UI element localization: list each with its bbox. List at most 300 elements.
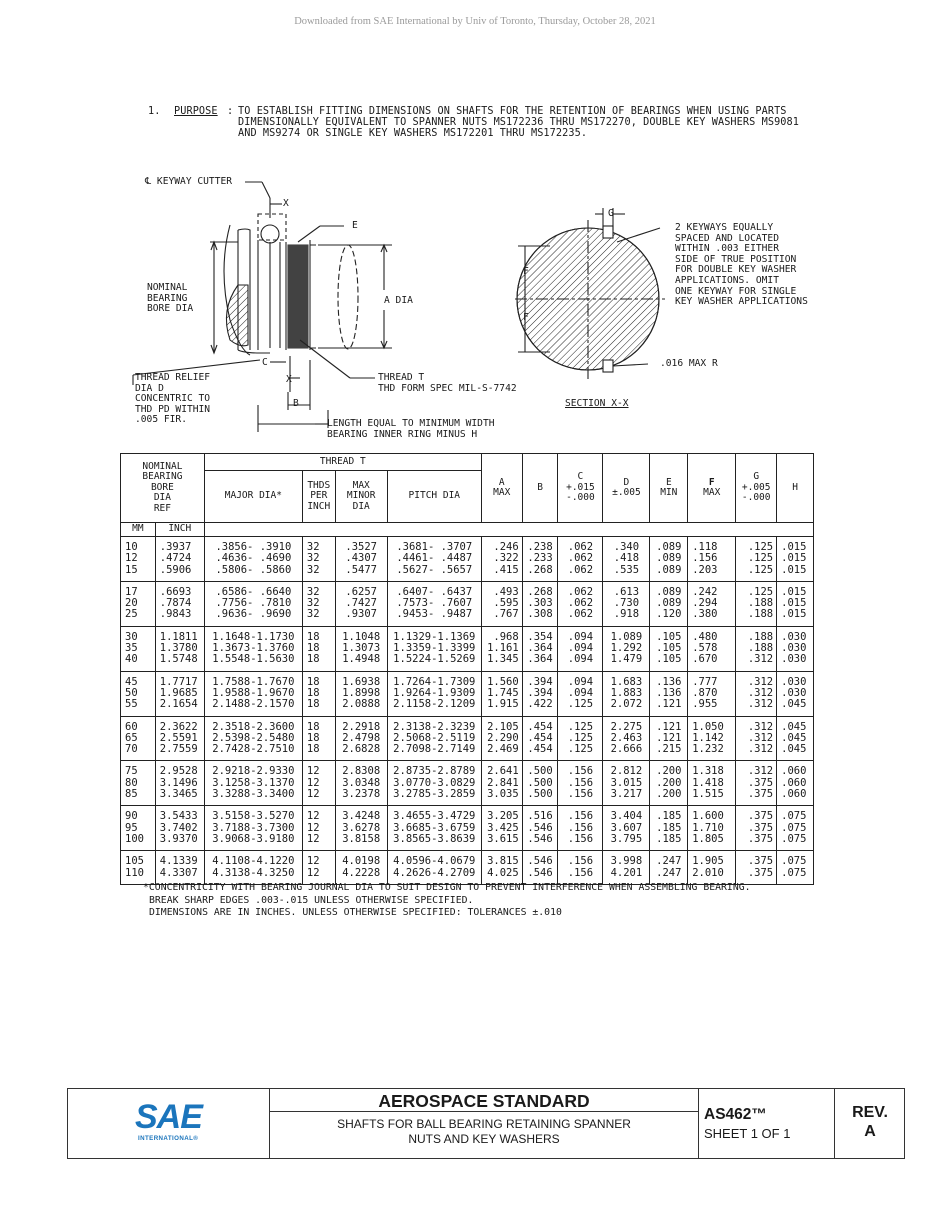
table-cell-f: [688, 716, 736, 761]
table-cell-pitch: [387, 761, 481, 806]
table-cell-pitch: [387, 716, 481, 761]
cell-value: 12: [306, 765, 320, 778]
cell-value: .493: [493, 585, 519, 598]
table-cell-inch: [155, 761, 204, 806]
cell-value: .312: [747, 720, 774, 733]
cell-value: 18: [306, 642, 320, 655]
cell-value: 2.7428-2.7510: [212, 743, 295, 756]
x-bottom-label: X: [286, 374, 292, 385]
cell-value: 2.5591: [159, 731, 198, 744]
table-cell-major: [204, 626, 302, 671]
thread-t-label: THREAD T THD FORM SPEC MIL-S-7742: [378, 372, 517, 394]
table-cell-mm: [121, 851, 156, 885]
cell-value: 32: [306, 563, 320, 576]
table-cell-g: [736, 671, 777, 716]
cell-value: .322: [493, 552, 519, 565]
cell-value: 17: [125, 585, 138, 598]
cell-value: .247: [656, 855, 682, 868]
cell-value: .105: [656, 630, 682, 643]
table-cell-minor: [335, 537, 387, 582]
table-row: [121, 761, 814, 806]
table-cell-mm: [121, 761, 156, 806]
cell-value: 3.607: [610, 821, 643, 834]
cell-value: 3.8565-3.8639: [393, 832, 476, 845]
table-cell-a: [481, 716, 522, 761]
cell-value: 1.418: [692, 776, 724, 789]
cell-value: 2.463: [610, 731, 643, 744]
cell-value: .121: [656, 698, 682, 711]
cell-value: .312: [747, 731, 774, 744]
cell-value: 18: [306, 720, 320, 733]
table-cell-g: [736, 626, 777, 671]
table-cell-d: [603, 716, 650, 761]
cell-value: .094: [567, 686, 594, 699]
table-cell-e: [650, 716, 688, 761]
cell-value: .5477: [345, 563, 377, 576]
cell-value: .060: [781, 765, 807, 778]
table-cell-a: [481, 806, 522, 851]
header-mm: MM: [121, 523, 156, 537]
cell-value: 1.710: [692, 821, 724, 834]
cell-value: .015: [781, 608, 807, 621]
cell-value: 2.290: [487, 731, 519, 744]
table-cell-pitch: [387, 671, 481, 716]
cell-value: 2.1158-2.1209: [393, 698, 476, 711]
table-cell-thds: [302, 581, 335, 626]
cell-value: .089: [656, 541, 682, 553]
cell-value: .188: [747, 608, 774, 621]
cell-value: .3856- .3910: [215, 541, 292, 553]
cell-value: 25: [125, 608, 138, 621]
cell-value: .3937: [159, 541, 192, 553]
cell-value: 3.4655-3.4729: [393, 810, 476, 823]
cell-value: 1.9685: [159, 686, 198, 699]
cell-value: .015: [781, 597, 807, 610]
table-cell-d: [603, 626, 650, 671]
cell-value: 3.2378: [342, 788, 381, 801]
cell-value: .364: [527, 653, 553, 666]
sae-logo: [68, 1089, 270, 1158]
cell-value: 3.9068-3.9180: [212, 832, 295, 845]
table-row: [121, 716, 814, 761]
purpose-colon: :: [227, 106, 234, 117]
sheet-info: SHEET 1 OF 1: [704, 1126, 791, 1141]
table-cell-b: [522, 716, 558, 761]
cell-value: .045: [781, 720, 807, 733]
cell-value: .200: [656, 788, 682, 801]
cell-value: 12: [306, 832, 320, 845]
cell-value: 2.3518-2.3600: [212, 720, 295, 733]
c-label: C: [262, 357, 268, 368]
cell-value: .6407- .6437: [396, 585, 473, 598]
cell-value: .308: [527, 608, 553, 621]
cell-value: 3.425: [487, 821, 519, 834]
title-block-number: [699, 1089, 835, 1158]
table-cell-major: [204, 806, 302, 851]
cell-value: 1.9264-1.9309: [393, 686, 476, 699]
table-cell-h: [777, 671, 814, 716]
cell-value: 2.9528: [159, 765, 198, 778]
drawing-svg: [120, 170, 840, 450]
cell-value: 18: [306, 698, 320, 711]
revision: [835, 1089, 905, 1158]
cell-value: 3.404: [610, 810, 643, 823]
cell-value: .380: [692, 608, 718, 621]
table-cell-minor: [335, 716, 387, 761]
cell-value: .060: [781, 776, 807, 789]
cell-value: .375: [747, 866, 774, 879]
cell-value: .030: [781, 686, 807, 699]
cell-value: 2.3138-2.3239: [393, 720, 476, 733]
cell-value: .7573- .7607: [396, 597, 473, 610]
cell-value: 110: [125, 866, 144, 879]
header-inch: INCH: [155, 523, 204, 537]
table-cell-h: [777, 537, 814, 582]
cell-value: .6693: [159, 585, 192, 598]
cell-value: 2.666: [610, 743, 643, 756]
table-cell-pitch: [387, 581, 481, 626]
cell-value: 1.161: [487, 642, 519, 655]
cell-value: .613: [613, 585, 640, 598]
download-note: Downloaded from SAE International by Univ of Toronto, Thursday, October 28, 2021: [294, 16, 656, 27]
cell-value: .4461- .4487: [396, 552, 473, 565]
table-cell-b: [522, 806, 558, 851]
cell-value: 1.5548-1.5630: [212, 653, 295, 666]
length-note-label: LENGTH EQUAL TO MINIMUM WIDTH BEARING INNER RING MINUS H: [327, 418, 495, 440]
cell-value: 1.5748: [159, 653, 198, 666]
cell-value: .777: [692, 675, 718, 688]
section-view: [515, 208, 665, 380]
cell-value: 2.641: [487, 765, 519, 778]
cell-value: .7427: [345, 597, 377, 610]
cell-value: .185: [656, 832, 682, 845]
cell-value: .060: [781, 788, 807, 801]
thread-relief-label: THREAD RELIEF DIA D CONCENTRIC TO THD PD WITHIN .005 FIR.: [135, 372, 211, 426]
table-cell-g: [736, 581, 777, 626]
cell-value: .578: [692, 642, 718, 655]
table-cell-thds: [302, 671, 335, 716]
cell-value: 105: [125, 855, 144, 868]
cell-value: .125: [567, 743, 594, 756]
cell-value: 2.7559: [159, 743, 198, 756]
table-cell-inch: [155, 806, 204, 851]
cell-value: 1.745: [487, 686, 519, 699]
x-top-label: X: [283, 198, 289, 209]
table-cell-thds: [302, 626, 335, 671]
purpose-line: DIMENSIONALLY EQUIVALENT TO SPANNER NUTS MS172236 THRU MS172270, DOUBLE KEY WASHERS MS9081: [238, 117, 800, 128]
table-cell-minor: [335, 806, 387, 851]
cell-value: .156: [567, 866, 594, 879]
cell-value: .767: [493, 608, 519, 621]
table-row: [121, 581, 814, 626]
cell-value: .422: [527, 698, 553, 711]
cell-value: 3.1258-3.1370: [212, 776, 295, 789]
table-cell-a: [481, 761, 522, 806]
table-cell-thds: [302, 806, 335, 851]
header-nominal: NOMINAL BEARING BORE DIA REF: [121, 454, 205, 523]
table-cell-minor: [335, 626, 387, 671]
table-cell-b: [522, 761, 558, 806]
cell-value: .546: [527, 866, 553, 879]
cell-value: 1.515: [692, 788, 724, 801]
table-cell-d: [603, 671, 650, 716]
cell-value: .188: [747, 597, 774, 610]
cell-value: 18: [306, 653, 320, 666]
cell-value: 2.6828: [342, 743, 381, 756]
table-cell-d: [603, 806, 650, 851]
cell-value: 55: [125, 698, 138, 711]
cell-value: 4.2626-4.2709: [393, 866, 476, 879]
cell-value: .089: [656, 597, 682, 610]
table-cell-e: [650, 537, 688, 582]
cell-value: .4636- .4690: [215, 552, 292, 565]
cell-value: .968: [493, 630, 519, 643]
cell-value: 1.292: [610, 642, 643, 655]
cell-value: .375: [747, 788, 774, 801]
cell-value: .156: [567, 776, 594, 789]
cell-value: .340: [613, 541, 640, 553]
table-cell-minor: [335, 671, 387, 716]
cell-value: .125: [747, 585, 774, 598]
table-cell-e: [650, 671, 688, 716]
cell-value: .5906: [159, 563, 192, 576]
cell-value: 12: [125, 552, 138, 565]
cell-value: 1.7717: [159, 675, 198, 688]
table-cell-f: [688, 581, 736, 626]
table-cell-pitch: [387, 851, 481, 885]
cell-value: .312: [747, 698, 774, 711]
cell-value: 3.7402: [159, 821, 198, 834]
table-cell-e: [650, 581, 688, 626]
table-cell-b: [522, 537, 558, 582]
cell-value: .125: [567, 731, 594, 744]
cell-value: .125: [567, 698, 594, 711]
cell-value: .6257: [345, 585, 377, 598]
table-cell-g: [736, 851, 777, 885]
table-cell-pitch: [387, 537, 481, 582]
table-row: [121, 851, 814, 885]
notes: [143, 882, 751, 920]
cell-value: .375: [747, 821, 774, 834]
cell-value: 18: [306, 731, 320, 744]
cell-value: 2.2918: [342, 720, 381, 733]
cell-value: .075: [781, 821, 807, 834]
table-cell-inch: [155, 671, 204, 716]
table-cell-e: [650, 761, 688, 806]
purpose-text: [238, 106, 838, 139]
cell-value: .3527: [345, 541, 377, 553]
technical-drawing: [120, 170, 840, 450]
cell-value: .375: [747, 855, 774, 868]
cell-value: .045: [781, 698, 807, 711]
cell-value: 40: [125, 653, 138, 666]
cell-value: .918: [613, 608, 640, 621]
cell-value: .535: [613, 563, 640, 576]
title-block-middle: [270, 1089, 699, 1158]
cell-value: 3.7188-3.7300: [212, 821, 295, 834]
cell-value: 3.035: [487, 788, 519, 801]
cell-value: 85: [125, 788, 138, 801]
cell-value: 60: [125, 720, 138, 733]
spec-table: [120, 453, 814, 885]
cell-value: .125: [747, 563, 774, 576]
cell-value: 2.4798: [342, 731, 381, 744]
cell-value: 20: [125, 597, 138, 610]
table-cell-h: [777, 806, 814, 851]
cell-value: 1.1811: [159, 630, 198, 643]
cell-value: 3.795: [610, 832, 643, 845]
note-line: *CONCENTRICITY WITH BEARING JOURNAL DIA TO SUIT DESIGN TO PREVENT INTERFERENCE WHEN ASSEMBLING BEARING.: [143, 882, 751, 893]
cell-value: .500: [527, 765, 553, 778]
cell-value: .303: [527, 597, 553, 610]
cell-value: 4.0596-4.0679: [393, 855, 476, 868]
table-cell-g: [736, 716, 777, 761]
cell-value: 3.6685-3.6759: [393, 821, 476, 834]
cell-value: .015: [781, 552, 807, 565]
sae-logo-mark: SAE: [135, 1098, 202, 1136]
cell-value: .480: [692, 630, 718, 643]
cell-value: 3.5433: [159, 810, 198, 823]
cell-value: 75: [125, 765, 138, 778]
cell-value: 4.025: [487, 866, 519, 879]
cell-value: 2.275: [610, 720, 643, 733]
table-cell-g: [736, 806, 777, 851]
cell-value: .268: [527, 563, 553, 576]
cell-value: 45: [125, 675, 138, 688]
cell-value: .156: [567, 765, 594, 778]
table-cell-c: [558, 671, 603, 716]
cell-value: 1.905: [692, 855, 724, 868]
nominal-bore-label: NOMINAL BEARING BORE DIA: [147, 282, 194, 315]
cell-value: 3.2785-3.2859: [393, 788, 476, 801]
cell-value: .454: [527, 720, 553, 733]
cell-value: 1.6938: [342, 675, 381, 688]
cell-value: 1.3359-1.3399: [393, 642, 476, 655]
cell-value: 4.1108-4.1220: [212, 855, 295, 868]
table-cell-c: [558, 537, 603, 582]
table-cell-b: [522, 671, 558, 716]
table-cell-f: [688, 671, 736, 716]
cell-value: 50: [125, 686, 138, 699]
header-e: E MIN: [650, 454, 688, 523]
cell-value: 3.4248: [342, 810, 381, 823]
table-cell-thds: [302, 761, 335, 806]
table-cell-f: [688, 537, 736, 582]
cell-value: 1.1048: [342, 630, 381, 643]
cell-value: 80: [125, 776, 138, 789]
cell-value: 3.615: [487, 832, 519, 845]
cell-value: .7756- .7810: [215, 597, 292, 610]
cell-value: 1.915: [487, 698, 519, 711]
cell-value: .546: [527, 855, 553, 868]
cell-value: 65: [125, 731, 138, 744]
cell-value: 90: [125, 810, 138, 823]
document-title: SHAFTS FOR BALL BEARING RETAINING SPANNER NUTS AND KEY WASHERS: [337, 1117, 631, 1146]
cell-value: 12: [306, 821, 320, 834]
cell-value: .5806- .5860: [215, 563, 292, 576]
cell-value: 3.6278: [342, 821, 381, 834]
cell-value: 3.015: [610, 776, 643, 789]
header-major: MAJOR DIA*: [204, 471, 302, 523]
cell-value: .500: [527, 788, 553, 801]
cell-value: .955: [692, 698, 718, 711]
cell-value: .670: [692, 653, 718, 666]
cell-value: 12: [306, 866, 320, 879]
cell-value: 3.0770-3.0829: [393, 776, 476, 789]
table-row: [121, 537, 814, 582]
table-cell-mm: [121, 581, 156, 626]
table-cell-mm: [121, 626, 156, 671]
purpose-line: TO ESTABLISH FITTING DIMENSIONS ON SHAFTS FOR THE RETENTION OF BEARINGS WHEN USING PARTS: [238, 106, 787, 117]
table-cell-pitch: [387, 626, 481, 671]
cell-value: .156: [567, 788, 594, 801]
cell-value: 4.3307: [159, 866, 198, 879]
table-cell-c: [558, 806, 603, 851]
cell-value: .516: [527, 810, 553, 823]
cell-value: .188: [747, 642, 774, 655]
cell-value: .075: [781, 866, 807, 879]
table-row: [121, 806, 814, 851]
cell-value: 18: [306, 675, 320, 688]
cell-value: .121: [656, 731, 682, 744]
cell-value: .062: [567, 597, 594, 610]
table-cell-e: [650, 806, 688, 851]
table-cell-mm: [121, 806, 156, 851]
f-top-label: F: [523, 266, 529, 277]
keyways-note-label: 2 KEYWAYS EQUALLY SPACED AND LOCATED WITHIN .003 EITHER SIDE OF TRUE POSITION FOR DOUBLE KEY WASHER APPLICATIONS. OMIT ONE KEYWAY FOR SINGLE KEY WASHER APPLICATIONS: [675, 222, 808, 308]
cell-value: 1.8998: [342, 686, 381, 699]
cell-value: 12: [306, 810, 320, 823]
cell-value: 2.010: [692, 866, 724, 879]
cell-value: .730: [613, 597, 640, 610]
cell-value: 1.089: [610, 630, 643, 643]
cell-value: 2.105: [487, 720, 519, 733]
table-cell-d: [603, 851, 650, 885]
table-cell-c: [558, 626, 603, 671]
table-cell-thds: [302, 851, 335, 885]
cell-value: .062: [567, 585, 594, 598]
cell-value: 1.600: [692, 810, 724, 823]
cell-value: 2.3622: [159, 720, 198, 733]
table-cell-b: [522, 581, 558, 626]
cell-value: 1.7264-1.7309: [393, 675, 476, 688]
cell-value: 1.050: [692, 720, 724, 733]
cell-value: 3.3288-3.3400: [212, 788, 295, 801]
cell-value: 95: [125, 821, 138, 834]
table-cell-f: [688, 851, 736, 885]
cell-value: 1.318: [692, 765, 724, 778]
cell-value: 3.998: [610, 855, 643, 868]
b-label: B: [293, 398, 299, 409]
cell-value: .546: [527, 832, 553, 845]
cell-value: .062: [567, 552, 594, 565]
cell-value: 3.1496: [159, 776, 198, 789]
cell-value: 4.2228: [342, 866, 381, 879]
cell-value: .062: [567, 608, 594, 621]
keyway-cutter-label: ℄ KEYWAY CUTTER: [145, 176, 233, 187]
cell-value: .247: [656, 866, 682, 879]
cell-value: .015: [781, 585, 807, 598]
cell-value: 2.0888: [342, 698, 381, 711]
cell-value: .030: [781, 630, 807, 643]
cell-value: .203: [692, 563, 718, 576]
cell-value: .156: [567, 821, 594, 834]
table-cell-thds: [302, 716, 335, 761]
cell-value: .9636- .9690: [215, 608, 292, 621]
cell-value: .200: [656, 776, 682, 789]
cell-value: 1.9588-1.9670: [212, 686, 295, 699]
cell-value: .6586- .6640: [215, 585, 292, 598]
